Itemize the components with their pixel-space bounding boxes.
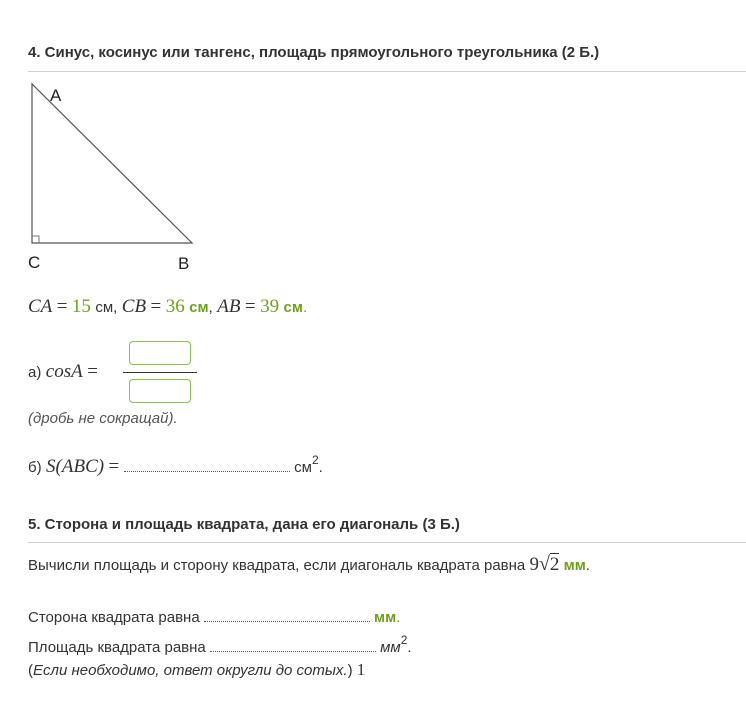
part-a-expr: cosA <box>45 361 83 382</box>
vertex-a-label: A <box>50 86 62 105</box>
comma-1: , <box>113 299 118 316</box>
square-area-answer-field[interactable] <box>210 638 376 652</box>
ca-label: CA <box>28 296 53 317</box>
part-a-expression <box>28 361 98 383</box>
ca-unit: см <box>95 299 114 316</box>
side-unit: мм <box>374 609 397 626</box>
ab-value: 39 <box>260 296 280 317</box>
area-unit-exp: 2 <box>400 633 408 647</box>
cb-eq: = <box>150 296 162 317</box>
denominator-input[interactable] <box>129 379 191 403</box>
intro-period: . <box>585 557 590 574</box>
side-label: Сторона квадрата равна <box>28 609 200 626</box>
note-tail: 1 <box>356 660 366 679</box>
intro-text: Вычисли площадь и сторону квадрата, если диагональ квадрата равна <box>28 557 526 574</box>
side-answer-field[interactable] <box>204 608 370 622</box>
area-unit: мм <box>380 639 401 656</box>
vertex-b-label: B <box>178 254 190 272</box>
note-close: ) <box>347 662 353 679</box>
part-b-period: . <box>318 459 323 476</box>
cb-value: 36 <box>165 296 185 317</box>
fraction-bar <box>123 372 197 373</box>
numerator-input[interactable] <box>129 341 191 365</box>
question-5-divider <box>28 542 746 543</box>
cb-label: CB <box>121 296 147 317</box>
question-4-title: 4. Синус, косинус или тангенс, площадь прямоугольного треугольника (2 Б.) <box>28 44 600 61</box>
triangle-figure <box>26 80 206 272</box>
part-b-expr: S(ABC) <box>46 456 105 477</box>
ca-eq: = <box>56 296 68 317</box>
vertex-c-label: C <box>28 253 41 272</box>
diagonal-unit: мм <box>563 557 586 574</box>
area-answer-field[interactable] <box>124 458 290 472</box>
area-label: Площадь квадрата равна <box>28 639 206 656</box>
question-5-intro <box>28 553 590 576</box>
part-a-note: (дробь не сокращай). <box>28 410 178 427</box>
given-period: . <box>302 299 308 316</box>
question-4-divider <box>28 71 746 72</box>
note-open: ( <box>28 662 33 679</box>
cb-unit: см <box>189 299 209 316</box>
ab-label: AB <box>217 296 241 317</box>
note-text: Если необходимо, ответ округли до сотых. <box>33 662 348 679</box>
area-period: . <box>407 639 412 656</box>
part-a-prefix: а) <box>28 364 42 381</box>
given-values <box>28 296 307 318</box>
part-a-eq: = <box>87 361 98 382</box>
ab-eq: = <box>244 296 256 317</box>
side-period: . <box>396 609 401 626</box>
sqrt-icon: √ <box>538 553 550 575</box>
diagonal-coef: 9 <box>529 554 539 575</box>
part-b-unit-exp: 2 <box>311 453 319 467</box>
diagonal-radicand: 2 <box>549 554 560 575</box>
area-answer-row <box>28 633 412 656</box>
part-b-eq: = <box>108 456 120 477</box>
side-answer-row <box>28 608 400 626</box>
triangle-shape <box>32 84 192 243</box>
comma-2: , <box>208 299 213 316</box>
question-5-title: 5. Сторона и площадь квадрата, дана его диагональ (3 Б.) <box>28 516 460 533</box>
part-b-unit: см <box>294 459 312 476</box>
part-b-prefix: б) <box>28 459 42 476</box>
ca-value: 15 <box>71 296 91 317</box>
ab-unit: см <box>283 299 303 316</box>
right-angle-mark <box>32 236 39 243</box>
part-b-expression <box>28 453 323 478</box>
rounding-note <box>28 660 365 680</box>
